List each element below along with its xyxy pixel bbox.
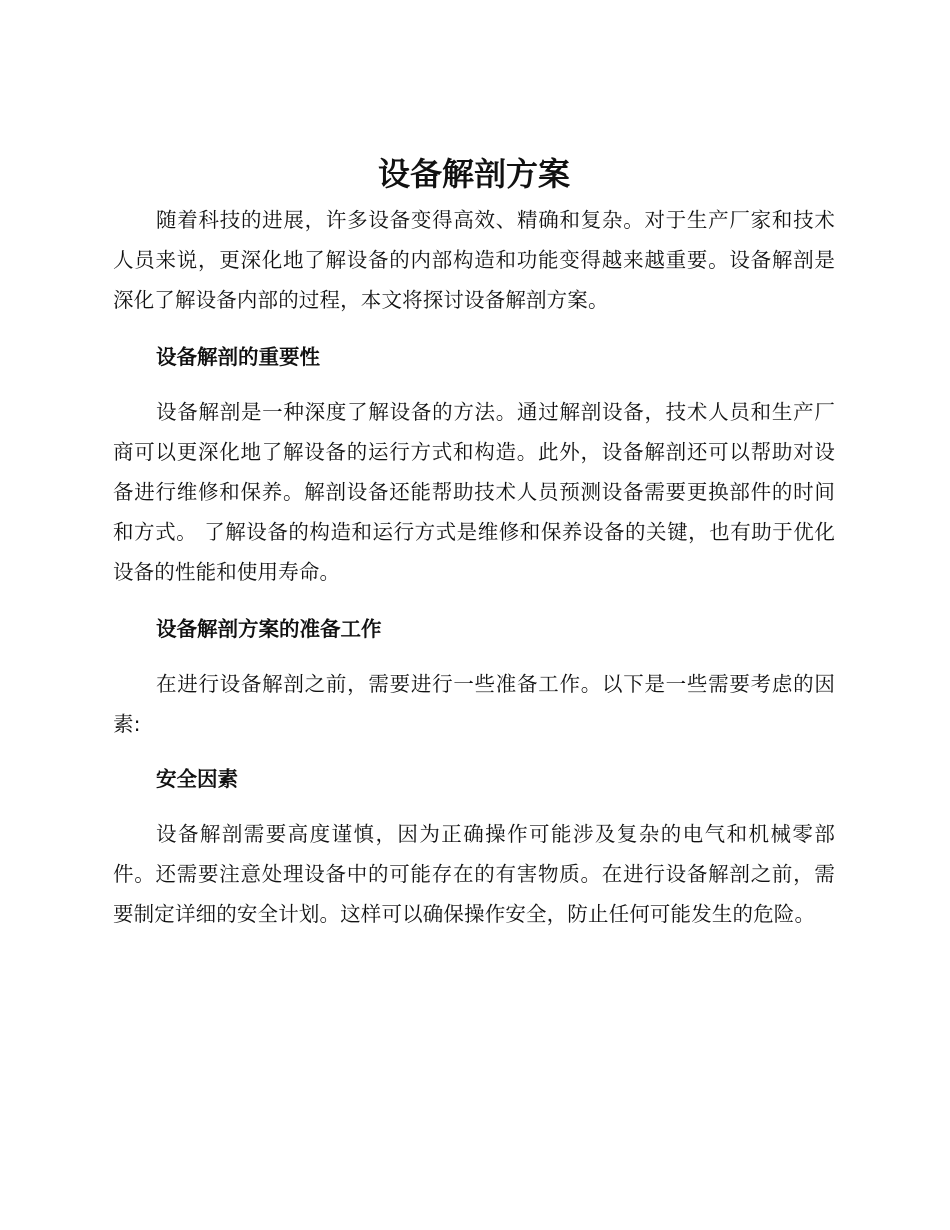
section-body-preparation: 在进行设备解剖之前，需要进行一些准备工作。以下是一些需要考虑的因素: (113, 672, 835, 736)
intro-paragraph: 随着科技的进展，许多设备变得高效、精确和复杂。对于生产厂家和技术人员来说，更深化地了解设备的内部构造和功能变得越来越重要。设备解剖是深化了解设备内部的过程，本文将探讨设备解剖方案。 (113, 208, 835, 312)
section-body-safety: 设备解剖需要高度谨慎，因为正确操作可能涉及复杂的电气和机械零部件。还需要注意处理设备中的可能存在的有害物质。在进行设备解剖之前，需要制定详细的安全计划。这样可以确保操作安全，防止任何可能发生的危险。 (113, 822, 835, 926)
section-heading-importance: 设备解剖的重要性 (156, 345, 320, 369)
section-body-importance: 设备解剖是一种深度了解设备的方法。通过解剖设备，技术人员和生产厂商可以更深化地了解设备的运行方式和构造。此外，设备解剖还可以帮助对设备进行维修和保养。解剖设备还能帮助技术人员预测设备需要更换部件的时间和方式。 了解设备的构造和运行方式是维修和保养设备的关键，也有助于优化设备的性能和使用寿命。 (113, 400, 835, 584)
document-page (113, 150, 835, 934)
document-title: 设备解剖方案 (377, 155, 570, 193)
section-heading-safety: 安全因素 (156, 767, 238, 791)
section-heading-preparation: 设备解剖方案的准备工作 (156, 617, 382, 641)
